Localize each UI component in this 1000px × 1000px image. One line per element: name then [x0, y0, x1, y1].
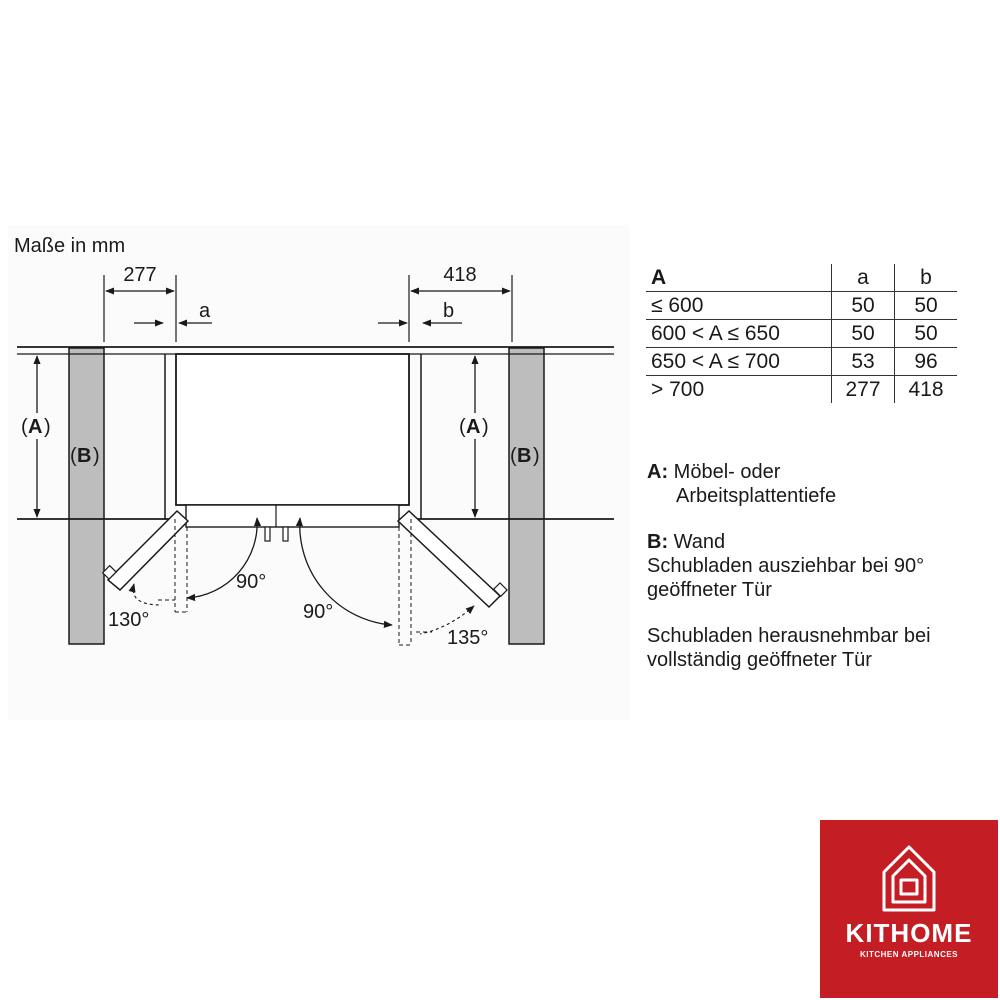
spec-table-header — [646, 264, 957, 292]
wall-label-left-open: ( — [70, 445, 77, 467]
handle-left — [265, 527, 270, 541]
legend-b-line2: Schubladen ausziehbar bei 90° — [647, 555, 925, 577]
angle-left-130: 130° — [108, 609, 150, 631]
fridge-front — [186, 505, 399, 527]
legend-a-text1: Möbel- oder — [673, 461, 781, 483]
depth-label-right-close: ) — [482, 416, 489, 438]
row-range: > 700 — [651, 378, 705, 401]
wall-label-left: B — [77, 445, 92, 467]
row-range: 650 < A ≤ 700 — [646, 348, 832, 376]
row-gap-a: 277 — [832, 376, 895, 404]
depth-label-right-open: ( — [459, 416, 466, 438]
legend-b-text1: Wand — [673, 531, 726, 553]
legend-note-line2: vollständig geöffneter Tür — [647, 649, 872, 671]
row-gap-b: 418 — [895, 376, 958, 404]
wall-left — [69, 348, 104, 644]
legend-b-line3: geöffneter Tür — [647, 579, 772, 601]
header-a-range: A — [646, 264, 832, 292]
handle-right — [283, 527, 288, 541]
table-row — [646, 348, 957, 376]
angle-right-135: 135° — [447, 627, 489, 649]
row-gap-b: 96 — [895, 348, 958, 376]
row-gap-a: 53 — [832, 348, 895, 376]
wall-label-left-close: ) — [93, 445, 100, 467]
house-icon — [880, 842, 938, 914]
wall-label-right-close: ) — [533, 445, 540, 467]
header-gap-a: a — [832, 264, 895, 292]
depth-label-left-close: ) — [44, 416, 51, 438]
legend-a-key: A: — [647, 461, 669, 483]
depth-label-left: A — [28, 416, 43, 438]
installation-diagram — [0, 0, 640, 720]
spec-table — [646, 264, 957, 403]
legend-b-key: B: — [647, 531, 669, 553]
header-gap-b: b — [895, 264, 958, 292]
dim-gap-a-label: a — [199, 300, 211, 322]
legend-note-line1: Schubladen herausnehmbar bei — [647, 625, 931, 647]
legend-a-line1 — [647, 460, 992, 484]
row-gap-a: 50 — [832, 320, 895, 348]
wall-right — [509, 348, 544, 644]
fridge-body — [176, 354, 409, 505]
depth-label-right: A — [466, 416, 481, 438]
legend-a-line2: Arbeitsplattentiefe — [676, 485, 837, 507]
dim-gap-b-label: b — [443, 300, 455, 322]
row-gap-b: 50 — [895, 320, 958, 348]
table-row — [646, 320, 957, 348]
logo-tagline: KITCHEN APPLIANCES — [859, 950, 959, 959]
wall-label-right: B — [517, 445, 532, 467]
angle-left-90: 90° — [236, 571, 267, 593]
row-range: 600 < A ≤ 650 — [646, 320, 832, 348]
units-label: Maße in mm — [14, 235, 126, 257]
table-row — [646, 292, 957, 320]
legend-b-line1 — [647, 530, 992, 554]
wall-label-right-open: ( — [510, 445, 517, 467]
row-gap-a: 50 — [832, 292, 895, 320]
table-row — [646, 376, 957, 404]
legend — [647, 460, 992, 672]
dim-right-width-label: 418 — [443, 264, 477, 286]
logo-name: KITHOME — [845, 918, 973, 948]
dim-left-width-label: 277 — [123, 264, 157, 286]
angle-right-90: 90° — [303, 601, 334, 623]
kithome-logo — [820, 820, 998, 998]
row-range: ≤ 600 — [646, 292, 832, 320]
row-gap-b: 50 — [895, 292, 958, 320]
depth-label-left-open: ( — [21, 416, 28, 438]
